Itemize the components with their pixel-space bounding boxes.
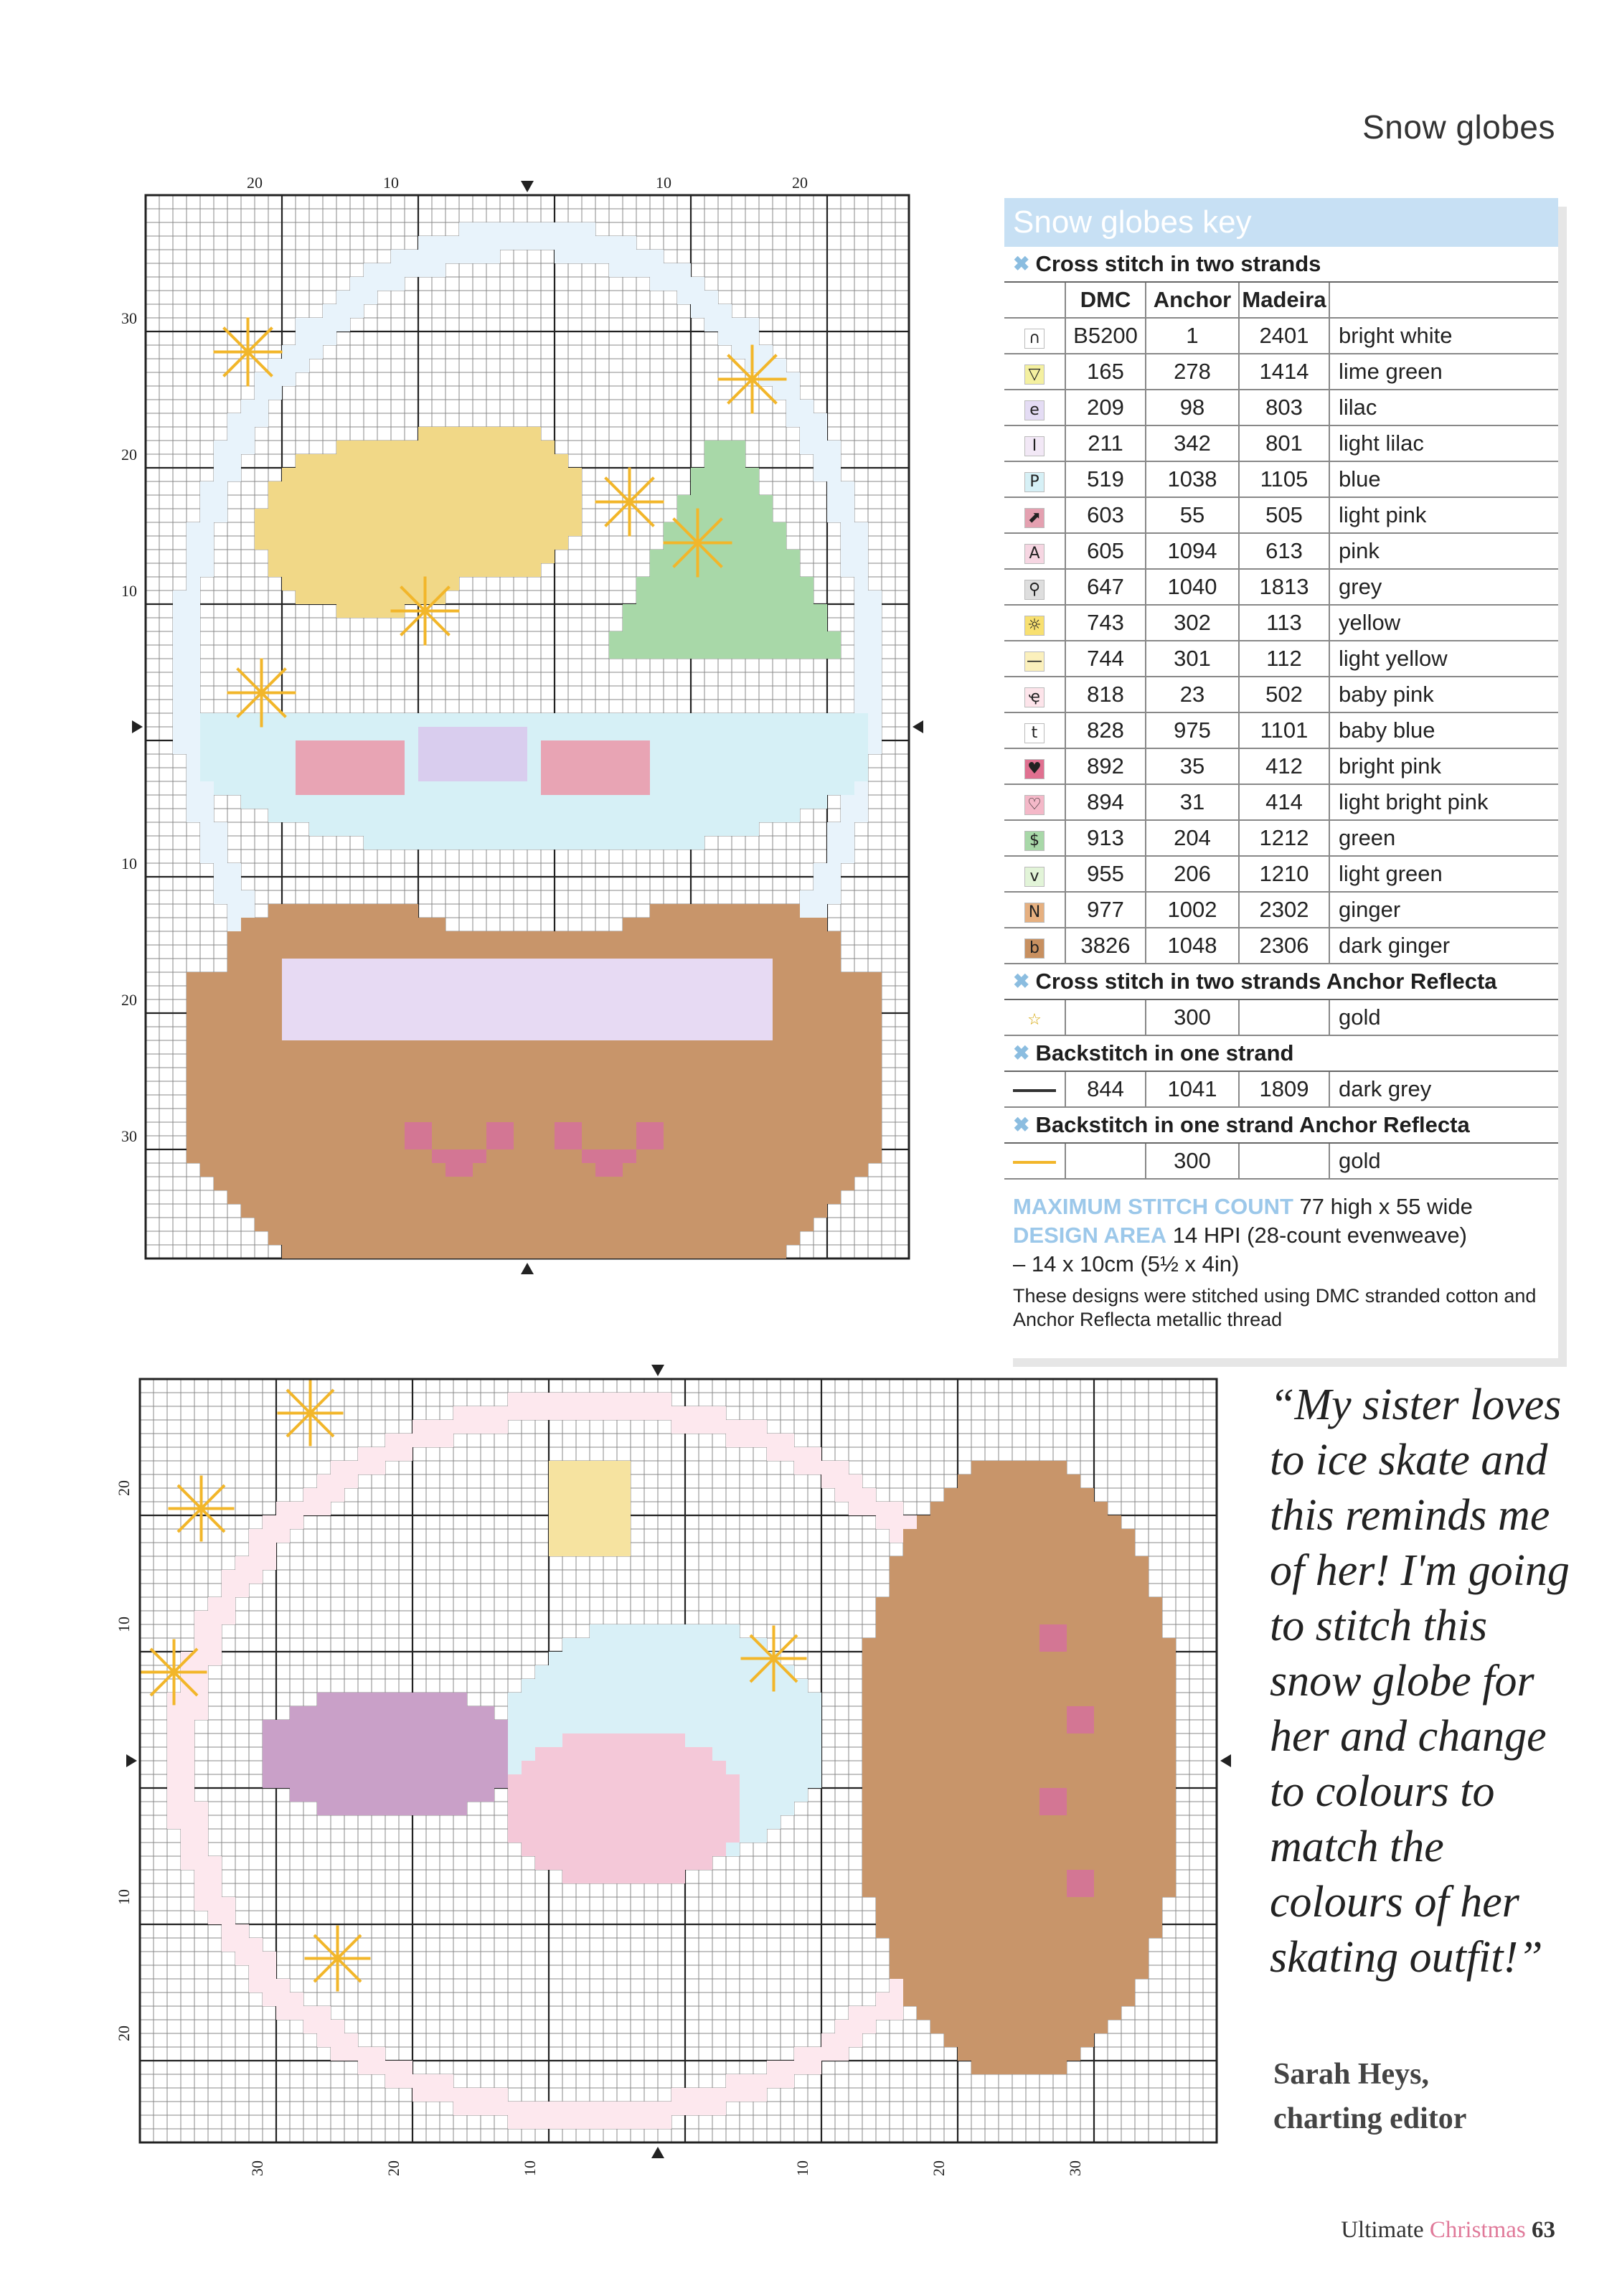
key-anchor: 1038: [1146, 461, 1239, 497]
center-arrow-left: [126, 1754, 137, 1767]
key-anchor: 1094: [1146, 533, 1239, 569]
key-dmc: B5200: [1065, 318, 1146, 354]
gold-star-mark: [169, 1476, 235, 1542]
key-row-gold: ☆ 300 gold: [1004, 1000, 1558, 1035]
key-madeira: 1101: [1239, 712, 1329, 748]
key-madeira: 412: [1239, 748, 1329, 784]
gold-star-mark: [278, 1380, 344, 1446]
left-axis-number: 20: [115, 2026, 133, 2041]
skater-body-stitches: [263, 1693, 522, 1815]
check-v-icon: v: [1024, 867, 1045, 887]
key-anchor: 975: [1146, 712, 1239, 748]
key-anchor: 1: [1146, 318, 1239, 354]
key-row-gold-backstitch: 300 gold: [1004, 1144, 1558, 1179]
design-meta: [1013, 1192, 1544, 1332]
key-row: [1004, 748, 1558, 784]
key-anchor: 204: [1146, 820, 1239, 856]
key-color-name: light green: [1329, 856, 1558, 892]
key-madeira: 112: [1239, 641, 1329, 677]
cross-mark-icon: ✖: [1013, 1042, 1030, 1064]
section-title: Snow globes: [1362, 108, 1555, 146]
gold-star-mark: [305, 1926, 371, 1992]
dollar-icon: $: [1024, 831, 1045, 851]
key-madeira: 2306: [1239, 928, 1329, 964]
key-dmc: 892: [1065, 748, 1146, 784]
author-role: charting editor: [1273, 2102, 1467, 2135]
bottom-axis-number: 20: [385, 2160, 402, 2176]
bottom-axis-number: 20: [930, 2160, 948, 2176]
key-dmc: 977: [1065, 892, 1146, 928]
design-area-label: DESIGN AREA: [1013, 1223, 1167, 1248]
heart-outline-icon: ♡: [1024, 795, 1045, 815]
dark-grey-line-icon: [1013, 1089, 1056, 1092]
key-anchor: 1048: [1146, 928, 1239, 964]
e-icon: e: [1024, 400, 1045, 420]
t-icon: t: [1024, 723, 1045, 743]
cross-mark-icon: ✖: [1013, 253, 1030, 275]
key-row: [1004, 354, 1558, 390]
key-color-name: yellow: [1329, 605, 1558, 641]
design-note: These designs were stitched using DMC stranded cotton and Anchor Reflecta metallic thread: [1013, 1285, 1537, 1330]
cross-mark-icon: ✖: [1013, 970, 1030, 992]
key-anchor: 55: [1146, 497, 1239, 533]
center-arrow-right: [1220, 1754, 1231, 1767]
key-dmc: 828: [1065, 712, 1146, 748]
key-color-name: grey: [1329, 569, 1558, 605]
col-anchor: Anchor: [1146, 283, 1239, 318]
p-icon: P: [1024, 472, 1045, 492]
pull-quote: “My sister loves to ice skate and this reminds me of her! I'm going to stitch this snow globe for her and change to colours to match the colours of her skating outfit!”: [1270, 1380, 1570, 1982]
key-anchor: 301: [1146, 641, 1239, 677]
key-row: [1004, 784, 1558, 820]
design-area-value: 14 HPI (28-count evenweave): [1172, 1223, 1467, 1248]
key-shape-icon: ⚲: [1024, 580, 1045, 600]
key-dmc: 603: [1065, 497, 1146, 533]
bar-i-icon: I: [1024, 436, 1045, 456]
key-anchor: 23: [1146, 677, 1239, 712]
b-dark-icon: b: [1024, 938, 1045, 959]
left-axis-number: 20: [121, 991, 137, 1009]
key-color-name: dark ginger: [1329, 928, 1558, 964]
key-section-backstitch: ✖ Backstitch in one strand: [1004, 1036, 1558, 1072]
pink-arrow-icon: ⬈: [1024, 508, 1045, 528]
gold-star-mark: [141, 1639, 207, 1705]
max-stitch-label: MAXIMUM STITCH COUNT: [1013, 1194, 1293, 1219]
top-axis-number: 10: [383, 174, 399, 192]
center-arrow-top: [651, 1365, 664, 1376]
key-color-name: lime green: [1329, 354, 1558, 390]
key-section-cross: [1004, 247, 1558, 283]
key-color-name: light yellow: [1329, 641, 1558, 677]
col-dmc: DMC: [1065, 283, 1146, 318]
key-color-name: light lilac: [1329, 425, 1558, 461]
key-color-name: blue: [1329, 461, 1558, 497]
key-panel: [1004, 198, 1558, 1358]
key-madeira: 502: [1239, 677, 1329, 712]
key-title: Snow globes key: [1004, 198, 1558, 247]
max-stitch-value: 77 high x 55 wide: [1299, 1194, 1473, 1219]
top-axis-number: 20: [792, 174, 808, 192]
key-dmc: 165: [1065, 354, 1146, 390]
key-anchor: 98: [1146, 390, 1239, 425]
arch-icon: ∩: [1024, 329, 1045, 349]
key-row: [1004, 856, 1558, 892]
key-dmc: 211: [1065, 425, 1146, 461]
key-madeira: 613: [1239, 533, 1329, 569]
bottom-axis-number: 10: [793, 2160, 811, 2176]
left-axis-number: 30: [121, 1127, 137, 1145]
key-row: [1004, 892, 1558, 928]
key-madeira: 113: [1239, 605, 1329, 641]
key-color-name: baby pink: [1329, 677, 1558, 712]
left-axis-number: 10: [115, 1617, 133, 1632]
left-axis-number: 30: [121, 309, 137, 327]
key-anchor: 1040: [1146, 569, 1239, 605]
key-dmc: 605: [1065, 533, 1146, 569]
key-madeira: 1813: [1239, 569, 1329, 605]
triangle-icon: ▽: [1024, 364, 1045, 385]
star-icon: ☆: [1027, 1011, 1042, 1029]
key-dmc: 744: [1065, 641, 1146, 677]
key-dmc: 913: [1065, 820, 1146, 856]
magazine-name-1: Ultimate: [1341, 2217, 1424, 2243]
key-row: [1004, 641, 1558, 677]
key-anchor: 35: [1146, 748, 1239, 784]
key-row-dark-grey: 844 1041 1809 dark grey: [1004, 1072, 1558, 1107]
key-dmc: 955: [1065, 856, 1146, 892]
quote-author: [1273, 2052, 1466, 2141]
n-icon: N: [1024, 903, 1045, 923]
bottom-axis-number: 30: [1066, 2160, 1084, 2176]
key-anchor: 31: [1146, 784, 1239, 820]
key-row: [1004, 712, 1558, 748]
swirl-icon: ҿ: [1024, 687, 1045, 707]
bottom-axis-number: 10: [521, 2160, 539, 2176]
left-axis-number: 20: [115, 1480, 133, 1496]
key-color-name: bright white: [1329, 318, 1558, 354]
key-row: [1004, 533, 1558, 569]
key-row: [1004, 390, 1558, 425]
bottom-axis-number: 30: [248, 2160, 266, 2176]
key-dmc: 818: [1065, 677, 1146, 712]
gold-star-mark: [741, 1626, 807, 1692]
page-footer: [1341, 2217, 1555, 2244]
gold-line-icon: [1013, 1161, 1056, 1164]
key-madeira: 2302: [1239, 892, 1329, 928]
author-name: Sarah Heys,: [1273, 2058, 1430, 2091]
col-madeira: Madeira: [1239, 283, 1329, 318]
key-row: [1004, 677, 1558, 712]
key-color-name: lilac: [1329, 390, 1558, 425]
key-row: [1004, 605, 1558, 641]
key-section-backstitch-reflecta: ✖ Backstitch in one strand Anchor Reflecta: [1004, 1108, 1558, 1144]
key-color-name: bright pink: [1329, 748, 1558, 784]
key-color-name: baby blue: [1329, 712, 1558, 748]
page-number: 63: [1532, 2217, 1555, 2243]
key-color-name: ginger: [1329, 892, 1558, 928]
key-anchor: 206: [1146, 856, 1239, 892]
key-madeira: 505: [1239, 497, 1329, 533]
dash-icon: —: [1024, 651, 1045, 672]
key-dmc: 209: [1065, 390, 1146, 425]
sun-icon: ☼: [1024, 616, 1045, 636]
key-row: [1004, 497, 1558, 533]
key-dmc: 519: [1065, 461, 1146, 497]
key-dmc: 3826: [1065, 928, 1146, 964]
key-row: [1004, 318, 1558, 354]
key-row: [1004, 425, 1558, 461]
top-axis-number: 20: [247, 174, 263, 192]
key-row: [1004, 928, 1558, 964]
skater-skirt-stitches: [508, 1733, 740, 1883]
a-icon: A: [1024, 544, 1045, 564]
key-header-row: [1004, 283, 1558, 318]
cross-mark-icon: ✖: [1013, 1114, 1030, 1136]
key-madeira: 2401: [1239, 318, 1329, 354]
left-axis-number: 10: [121, 582, 137, 600]
key-dmc: 743: [1065, 605, 1146, 641]
key-madeira: 1212: [1239, 820, 1329, 856]
key-row: [1004, 461, 1558, 497]
key-section-cross-label: Cross stitch in two strands: [1035, 251, 1321, 276]
key-section-reflecta: [1004, 964, 1558, 1000]
key-madeira: 1414: [1239, 354, 1329, 390]
center-arrow-bottom: [651, 2147, 664, 2158]
key-color-name: light pink: [1329, 497, 1558, 533]
globe-base-stitches: [862, 1461, 1176, 2074]
key-dmc: 894: [1065, 784, 1146, 820]
skater-hair-stitches: [549, 1461, 631, 1556]
key-section-reflecta-label: Cross stitch in two strands Anchor Reflecta: [1035, 969, 1497, 994]
left-axis-number: 10: [121, 855, 137, 872]
magazine-name-2: Christmas: [1429, 2217, 1526, 2243]
key-madeira: 801: [1239, 425, 1329, 461]
key-color-name: light bright pink: [1329, 784, 1558, 820]
key-madeira: 1105: [1239, 461, 1329, 497]
key-anchor: 278: [1146, 354, 1239, 390]
left-axis-number: 10: [115, 1889, 133, 1905]
key-anchor: 1002: [1146, 892, 1239, 928]
key-color-name: green: [1329, 820, 1558, 856]
key-madeira: 1210: [1239, 856, 1329, 892]
key-dmc: 647: [1065, 569, 1146, 605]
heart-icon: ♥: [1024, 759, 1045, 779]
key-row: [1004, 820, 1558, 856]
key-row: [1004, 569, 1558, 605]
design-area-size: – 14 x 10cm (5½ x 4in): [1013, 1251, 1240, 1276]
key-table: [1004, 283, 1558, 964]
key-anchor: 302: [1146, 605, 1239, 641]
key-madeira: 803: [1239, 390, 1329, 425]
key-anchor: 342: [1146, 425, 1239, 461]
top-axis-number: 10: [656, 174, 671, 192]
key-color-name: pink: [1329, 533, 1558, 569]
left-axis-number: 20: [121, 446, 137, 464]
key-madeira: 414: [1239, 784, 1329, 820]
